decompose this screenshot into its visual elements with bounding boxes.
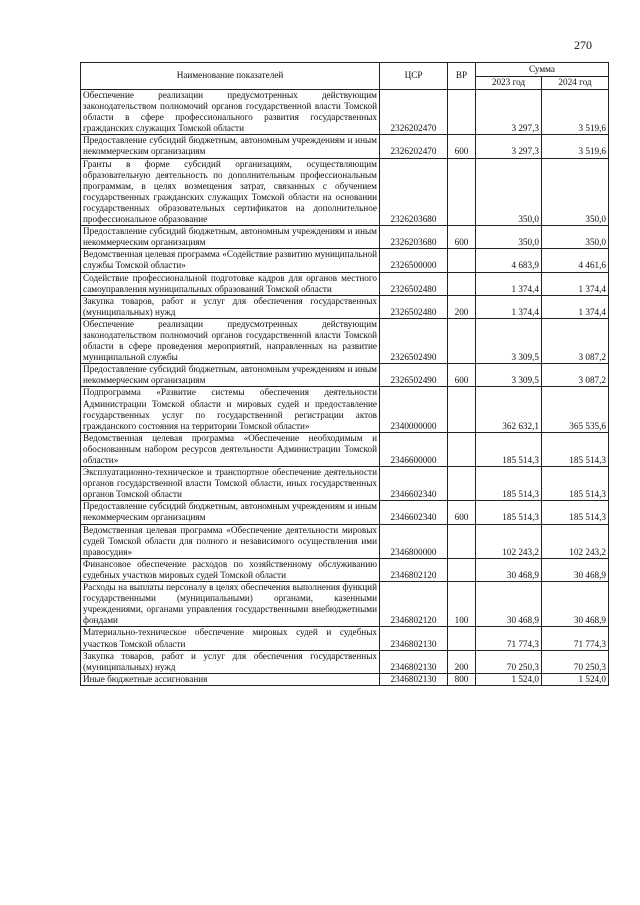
row-amount-2024: 30 468,9	[542, 582, 609, 627]
row-name: Предоставление субсидий бюджетным, автономным учреждениям и иным некоммерческим организациям	[81, 226, 380, 249]
row-amount-2024: 350,0	[542, 226, 609, 249]
row-vr: 600	[448, 226, 476, 249]
row-amount-2024: 350,0	[542, 158, 609, 226]
row-amount-2023: 185 514,3	[476, 501, 542, 524]
row-amount-2024: 30 468,9	[542, 558, 609, 581]
row-amount-2024: 185 514,3	[542, 467, 609, 501]
row-csr: 2326502480	[380, 272, 448, 295]
row-amount-2023: 102 243,2	[476, 524, 542, 558]
row-csr: 2326203680	[380, 226, 448, 249]
row-name: Предоставление субсидий бюджетным, автономным учреждениям и иным некоммерческим организациям	[81, 135, 380, 158]
row-vr: 200	[448, 295, 476, 318]
table-row	[81, 432, 609, 466]
row-amount-2023: 185 514,3	[476, 467, 542, 501]
row-name: Обеспечение реализации предусмотренных действующим законодательством полномочий органов государственной власти Томской области в сфере проведения мероприятий, направленных на развитие муниципальной службы	[81, 318, 380, 363]
row-vr	[448, 627, 476, 650]
budget-table	[80, 62, 609, 686]
row-amount-2023: 71 774,3	[476, 627, 542, 650]
row-csr: 2346802130	[380, 627, 448, 650]
row-amount-2023: 3 309,5	[476, 364, 542, 387]
row-csr: 2326502480	[380, 295, 448, 318]
row-vr	[448, 558, 476, 581]
row-amount-2024: 3 519,6	[542, 135, 609, 158]
row-name: Гранты в форме субсидий организациям, осуществляющим образовательную деятельность по дополнительным профессиональным программам, в целях возмещения затрат, связанных с обучением государственных гражданских служащих Томской области на основании государственных образовательных сертификатов на дополнительное профессиональное образование	[81, 158, 380, 226]
row-name: Обеспечение реализации предусмотренных действующим законодательством полномочий органов государственной власти Томской области в сфере профессионального развития государственных гражданских служащих Томской области	[81, 90, 380, 135]
row-name: Эксплуатационно-техническое и транспортное обеспечение деятельности органов государственной власти Томской области, иных государственных органов Томской области	[81, 467, 380, 501]
row-amount-2024: 365 535,6	[542, 387, 609, 432]
row-csr: 2326502490	[380, 318, 448, 363]
row-amount-2024: 1 374,4	[542, 295, 609, 318]
row-name: Финансовое обеспечение расходов по хозяйственному обслуживанию судебных участков мировых судей Томской области	[81, 558, 380, 581]
row-csr: 2326202470	[380, 90, 448, 135]
row-csr: 2326202470	[380, 135, 448, 158]
row-amount-2023: 3 297,3	[476, 135, 542, 158]
row-csr: 2346800000	[380, 524, 448, 558]
table-header	[81, 63, 609, 90]
header-year-2024: 2024 год	[542, 76, 609, 90]
table-row	[81, 524, 609, 558]
row-amount-2024: 185 514,3	[542, 432, 609, 466]
row-amount-2024: 3 087,2	[542, 364, 609, 387]
table-row	[81, 158, 609, 226]
row-vr: 600	[448, 135, 476, 158]
table-row	[81, 226, 609, 249]
row-name: Содействие профессиональной подготовке кадров для органов местного самоуправления муниципальных образований Томской области	[81, 272, 380, 295]
row-csr: 2346802130	[380, 673, 448, 685]
row-name: Ведомственная целевая программа «Обеспечение необходимым и обоснованным набором ресурсов деятельности Администрации Томской области»	[81, 432, 380, 466]
row-vr: 600	[448, 501, 476, 524]
row-csr: 2346602340	[380, 501, 448, 524]
row-csr: 2340000000	[380, 387, 448, 432]
row-csr: 2346802120	[380, 582, 448, 627]
row-name: Материально-техническое обеспечение мировых судей и судебных участков Томской области	[81, 627, 380, 650]
row-vr	[448, 467, 476, 501]
row-vr: 800	[448, 673, 476, 685]
row-vr: 100	[448, 582, 476, 627]
table-row	[81, 364, 609, 387]
row-amount-2024: 1 374,4	[542, 272, 609, 295]
table-row	[81, 501, 609, 524]
page-number: 270	[574, 38, 592, 52]
row-vr	[448, 432, 476, 466]
row-amount-2023: 185 514,3	[476, 432, 542, 466]
table-body	[81, 90, 609, 686]
row-vr: 200	[448, 650, 476, 673]
table-row	[81, 272, 609, 295]
row-csr: 2346802120	[380, 558, 448, 581]
row-name: Закупка товаров, работ и услуг для обеспечения государственных (муниципальных) нужд	[81, 650, 380, 673]
row-amount-2023: 3 309,5	[476, 318, 542, 363]
row-amount-2023: 1 374,4	[476, 272, 542, 295]
row-amount-2024: 1 524,0	[542, 673, 609, 685]
table-row	[81, 558, 609, 581]
row-vr: 600	[448, 364, 476, 387]
row-amount-2024: 3 087,2	[542, 318, 609, 363]
row-amount-2023: 1 524,0	[476, 673, 542, 685]
row-amount-2023: 30 468,9	[476, 582, 542, 627]
row-csr: 2346600000	[380, 432, 448, 466]
row-amount-2024: 3 519,6	[542, 90, 609, 135]
row-csr: 2346602340	[380, 467, 448, 501]
row-csr: 2326203680	[380, 158, 448, 226]
header-vr: ВР	[448, 63, 476, 90]
table-row	[81, 135, 609, 158]
row-name: Предоставление субсидий бюджетным, автономным учреждениям и иным некоммерческим организациям	[81, 364, 380, 387]
row-name: Подпрограмма «Развитие системы обеспечения деятельности Администрации Томской области и мировых судей и предоставление государственных услуг по государственной регистрации актов гражданского состояния на территории Томской области»	[81, 387, 380, 432]
row-name: Иные бюджетные ассигнования	[81, 673, 380, 685]
row-amount-2023: 3 297,3	[476, 90, 542, 135]
row-csr: 2326502490	[380, 364, 448, 387]
row-vr	[448, 272, 476, 295]
row-vr	[448, 249, 476, 272]
row-amount-2023: 4 683,9	[476, 249, 542, 272]
row-name: Ведомственная целевая программа «Обеспечение деятельности мировых судей Томской области для полного и независимого осуществления ими правосудия»	[81, 524, 380, 558]
row-vr	[448, 524, 476, 558]
row-amount-2024: 71 774,3	[542, 627, 609, 650]
row-amount-2023: 1 374,4	[476, 295, 542, 318]
row-name: Расходы на выплаты персоналу в целях обеспечения выполнения функций государственными (муниципальными) органами, казенными учреждениями, органами управления государственными внебюджетными фондами	[81, 582, 380, 627]
table-row	[81, 650, 609, 673]
row-vr	[448, 158, 476, 226]
row-amount-2024: 70 250,3	[542, 650, 609, 673]
row-vr	[448, 318, 476, 363]
table-row	[81, 582, 609, 627]
header-sum: Сумма	[476, 63, 609, 77]
row-amount-2024: 185 514,3	[542, 501, 609, 524]
row-amount-2024: 102 243,2	[542, 524, 609, 558]
table-row	[81, 467, 609, 501]
row-name: Закупка товаров, работ и услуг для обеспечения государственных (муниципальных) нужд	[81, 295, 380, 318]
row-name: Ведомственная целевая программа «Содействие развитию муниципальной службы Томской области»	[81, 249, 380, 272]
header-csr: ЦСР	[380, 63, 448, 90]
header-year-2023: 2023 год	[476, 76, 542, 90]
row-amount-2023: 362 632,1	[476, 387, 542, 432]
table-row	[81, 627, 609, 650]
table-row	[81, 249, 609, 272]
row-amount-2024: 4 461,6	[542, 249, 609, 272]
header-name: Наименование показателей	[81, 63, 380, 90]
row-amount-2023: 70 250,3	[476, 650, 542, 673]
table-row	[81, 387, 609, 432]
table-row	[81, 90, 609, 135]
table-row	[81, 318, 609, 363]
table-row	[81, 295, 609, 318]
table-row	[81, 673, 609, 685]
row-vr	[448, 387, 476, 432]
row-csr: 2346802130	[380, 650, 448, 673]
row-amount-2023: 350,0	[476, 226, 542, 249]
row-amount-2023: 30 468,9	[476, 558, 542, 581]
row-amount-2023: 350,0	[476, 158, 542, 226]
row-vr	[448, 90, 476, 135]
row-name: Предоставление субсидий бюджетным, автономным учреждениям и иным некоммерческим организациям	[81, 501, 380, 524]
row-csr: 2326500000	[380, 249, 448, 272]
